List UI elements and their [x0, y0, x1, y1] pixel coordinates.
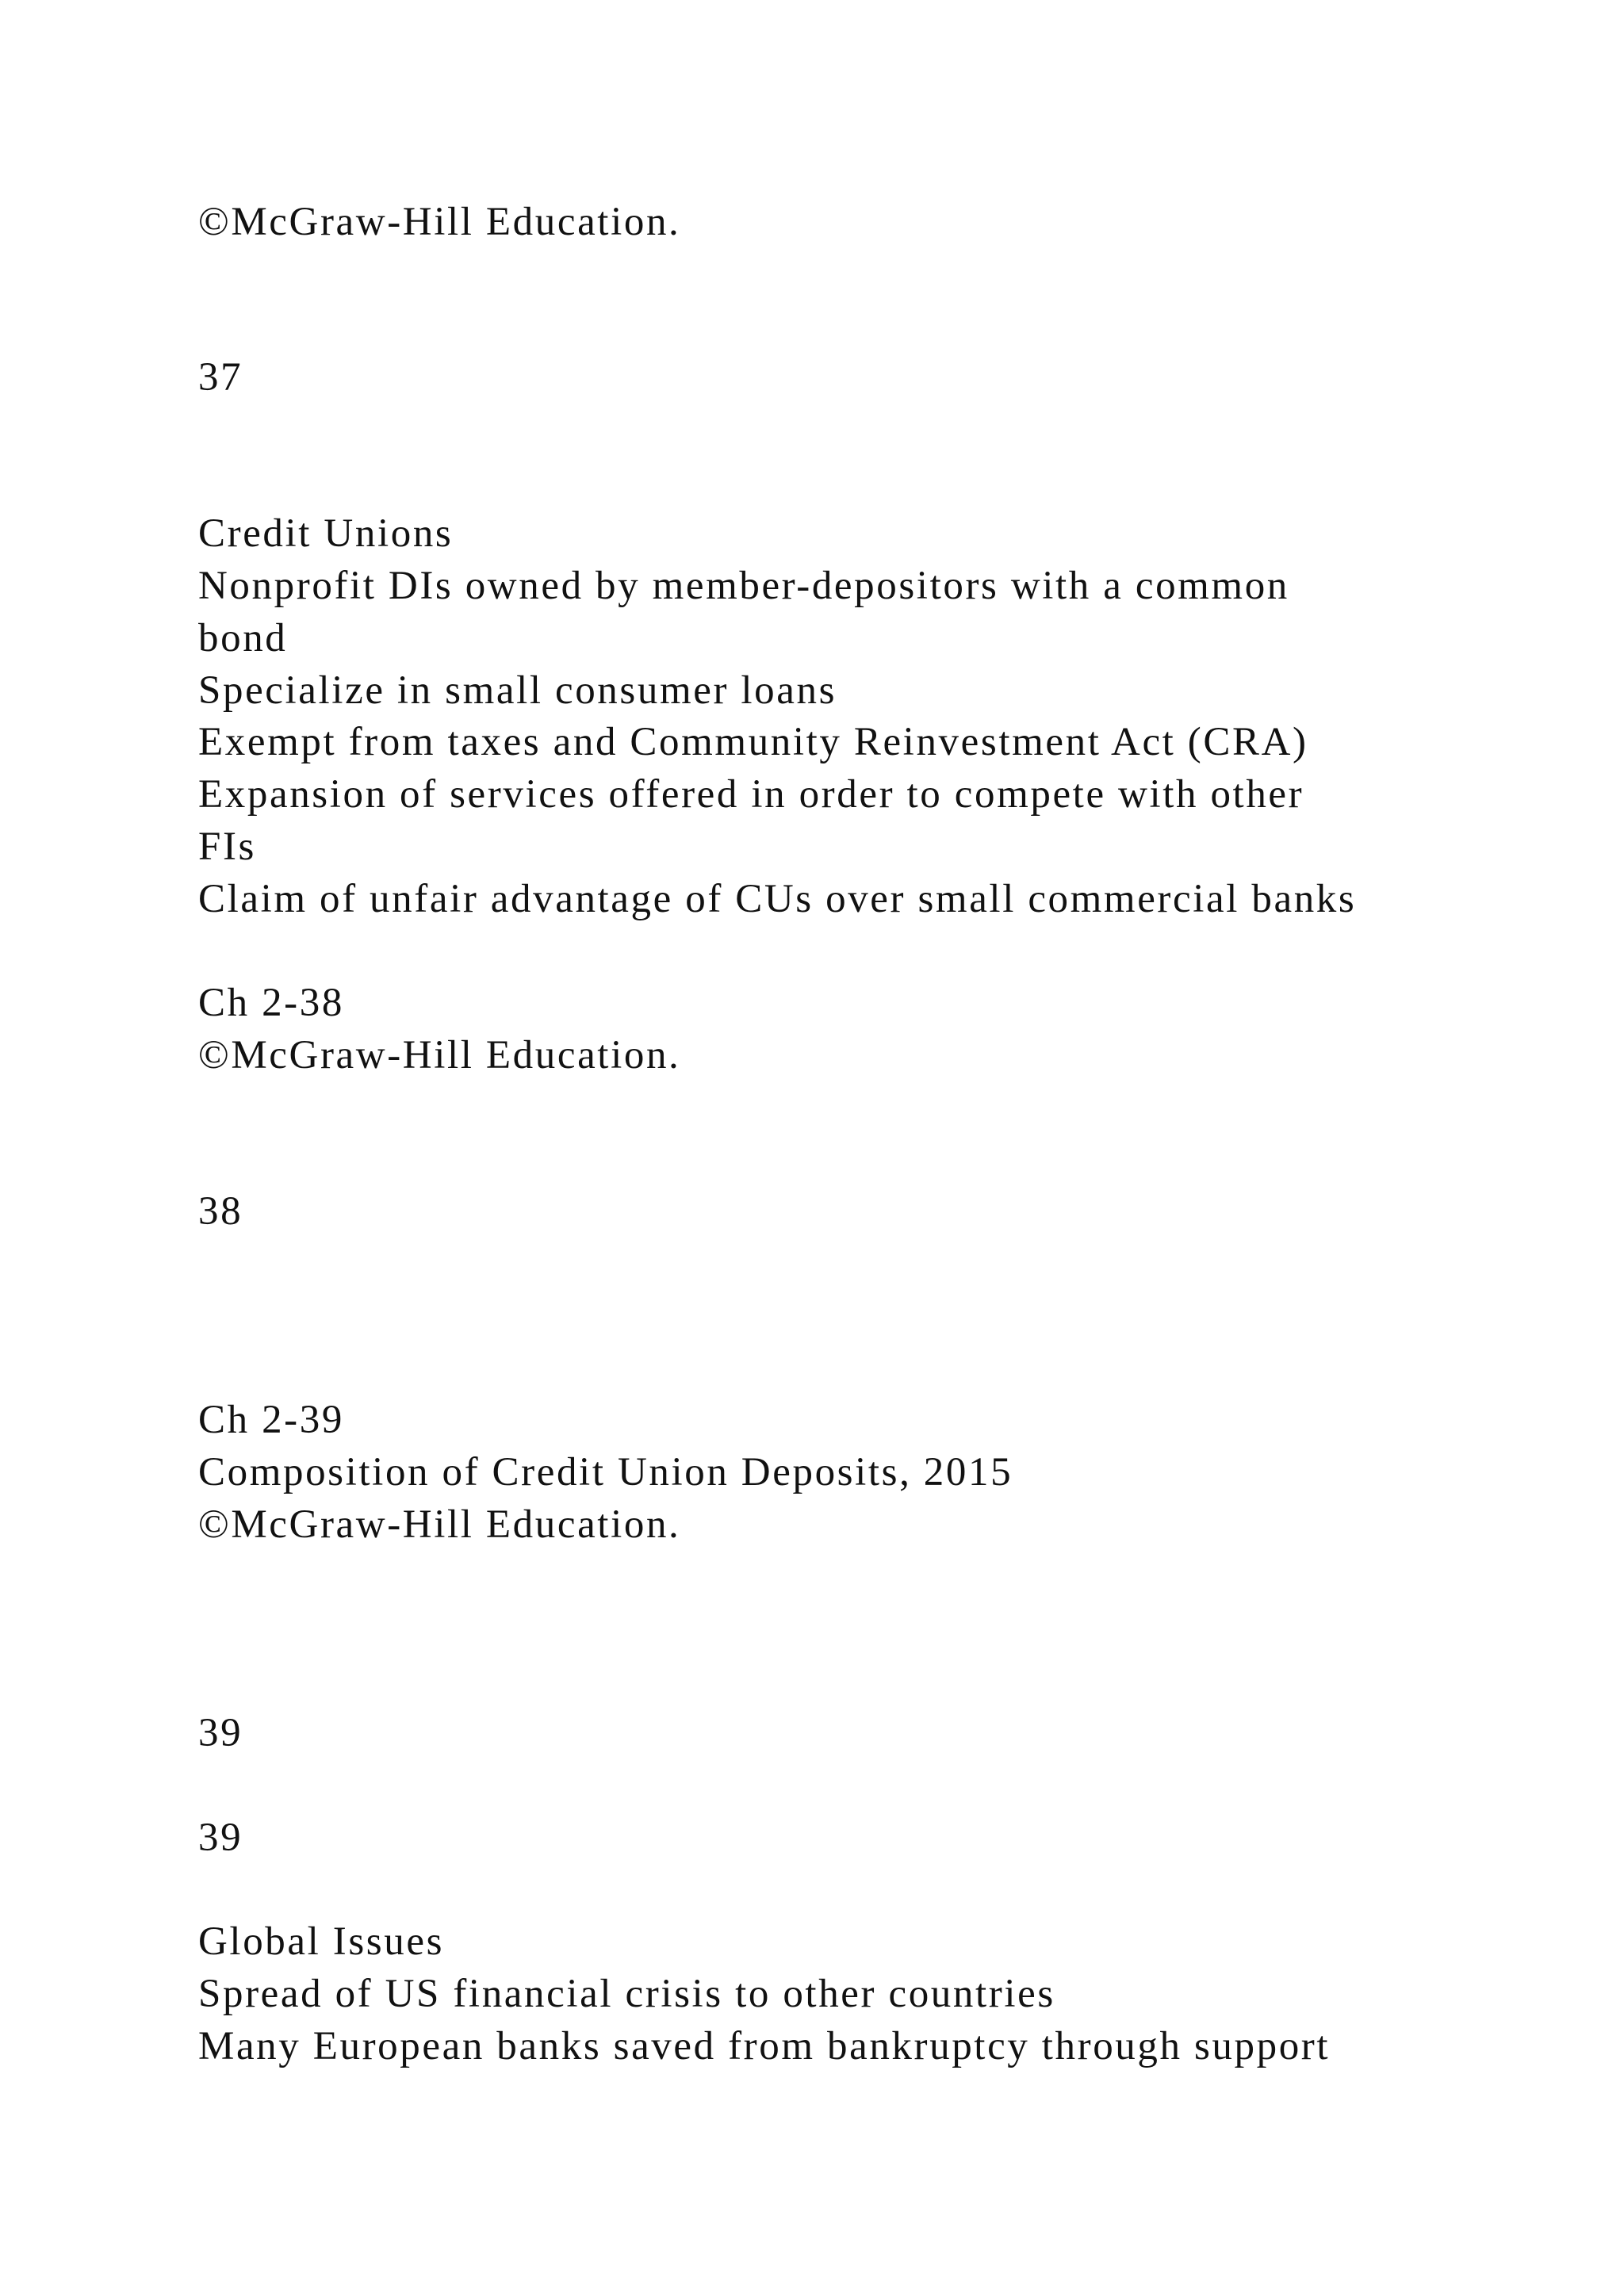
body-text-line: Specialize in small consumer loans	[198, 668, 837, 713]
copyright-notice: ©McGraw-Hill Education.	[198, 200, 681, 244]
section-heading: Credit Unions	[198, 511, 454, 556]
slide-number: 39	[198, 1711, 243, 1755]
body-text-line: Nonprofit DIs owned by member-depositors with a common	[198, 564, 1289, 608]
body-text-line: bond	[198, 616, 288, 660]
body-text-line: Many European banks saved from bankruptcy through support	[198, 2024, 1331, 2068]
slide-number: 39	[198, 1816, 243, 1860]
figure-caption: Composition of Credit Union Deposits, 2015	[198, 1450, 1013, 1494]
slide-reference: Ch 2-39	[198, 1398, 344, 1442]
slide-number: 37	[198, 355, 243, 400]
body-text-line: Claim of unfair advantage of CUs over small commercial banks	[198, 877, 1357, 921]
section-heading: Global Issues	[198, 1919, 445, 1964]
body-text-line: Expansion of services offered in order to compete with other	[198, 772, 1304, 817]
body-text-line: FIs	[198, 825, 256, 869]
body-text-line: Spread of US financial crisis to other countries	[198, 1972, 1055, 2016]
copyright-notice: ©McGraw-Hill Education.	[198, 1502, 681, 1547]
slide-reference: Ch 2-38	[198, 981, 344, 1025]
body-text-line: Exempt from taxes and Community Reinvestment Act (CRA)	[198, 720, 1308, 764]
slide-number: 38	[198, 1189, 243, 1234]
copyright-notice: ©McGraw-Hill Education.	[198, 1033, 681, 1077]
